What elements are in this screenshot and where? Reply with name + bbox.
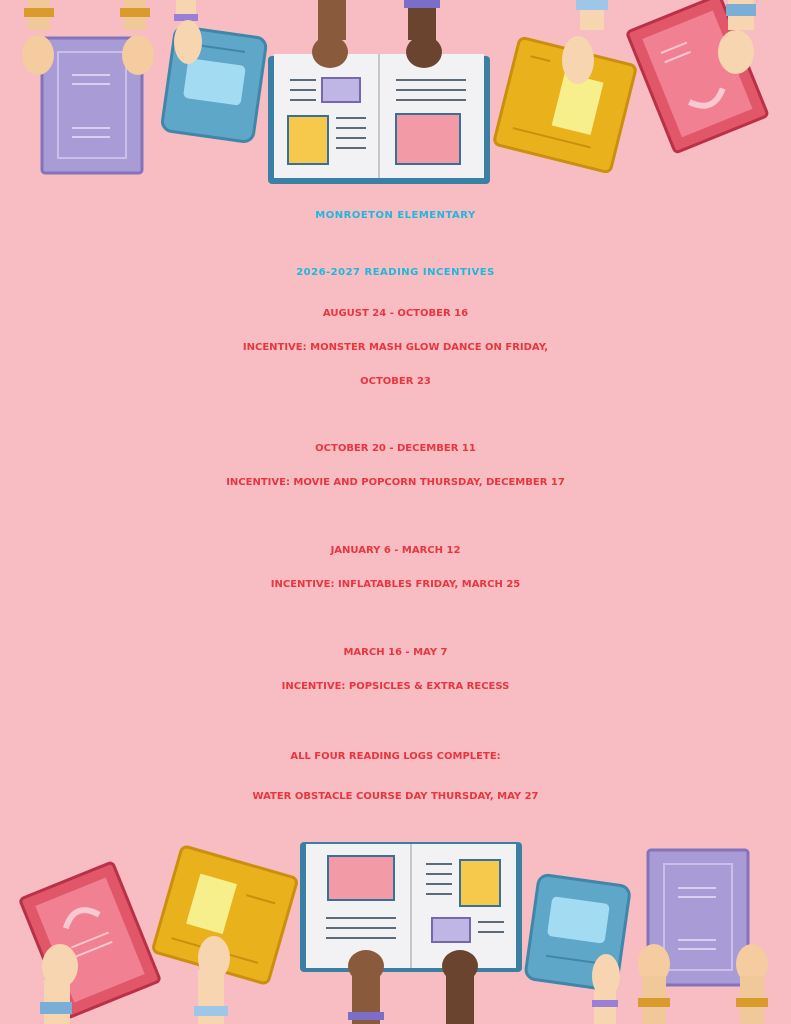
hand-icon bbox=[194, 936, 230, 1024]
final-reward: WATER OBSTACLE COURSE DAY THURSDAY, MAY 27 bbox=[252, 791, 539, 802]
period-3-dates: JANUARY 6 - MARCH 12 bbox=[330, 545, 461, 556]
open-book-icon bbox=[300, 842, 522, 972]
period-3-incentive: INCENTIVE: INFLATABLES FRIDAY, MARCH 25 bbox=[270, 579, 521, 590]
program-title: 2026-2027 READING INCENTIVES bbox=[296, 267, 495, 278]
period-2-dates: OCTOBER 20 - DECEMBER 11 bbox=[315, 443, 476, 454]
bottom-book-illustration bbox=[0, 830, 791, 1024]
period-1-incentive: INCENTIVE: MONSTER MASH GLOW DANCE ON FRIDAY, bbox=[242, 342, 549, 353]
hand-icon bbox=[592, 954, 620, 1024]
period-4-incentive: INCENTIVE: POPSICLES & EXTRA RECESS bbox=[281, 681, 510, 692]
period-1-dates: AUGUST 24 - OCTOBER 16 bbox=[322, 308, 469, 319]
school-name-title: MONROETON ELEMENTARY bbox=[315, 210, 476, 221]
period-2-incentive: INCENTIVE: MOVIE AND POPCORN THURSDAY, DECEMBER 17 bbox=[226, 477, 565, 488]
final-heading: ALL FOUR READING LOGS COMPLETE: bbox=[290, 751, 501, 762]
red-book-icon bbox=[20, 862, 161, 1018]
period-4-dates: MARCH 16 - MAY 7 bbox=[343, 647, 448, 658]
period-1-incentive-cont: OCTOBER 23 bbox=[360, 376, 431, 387]
